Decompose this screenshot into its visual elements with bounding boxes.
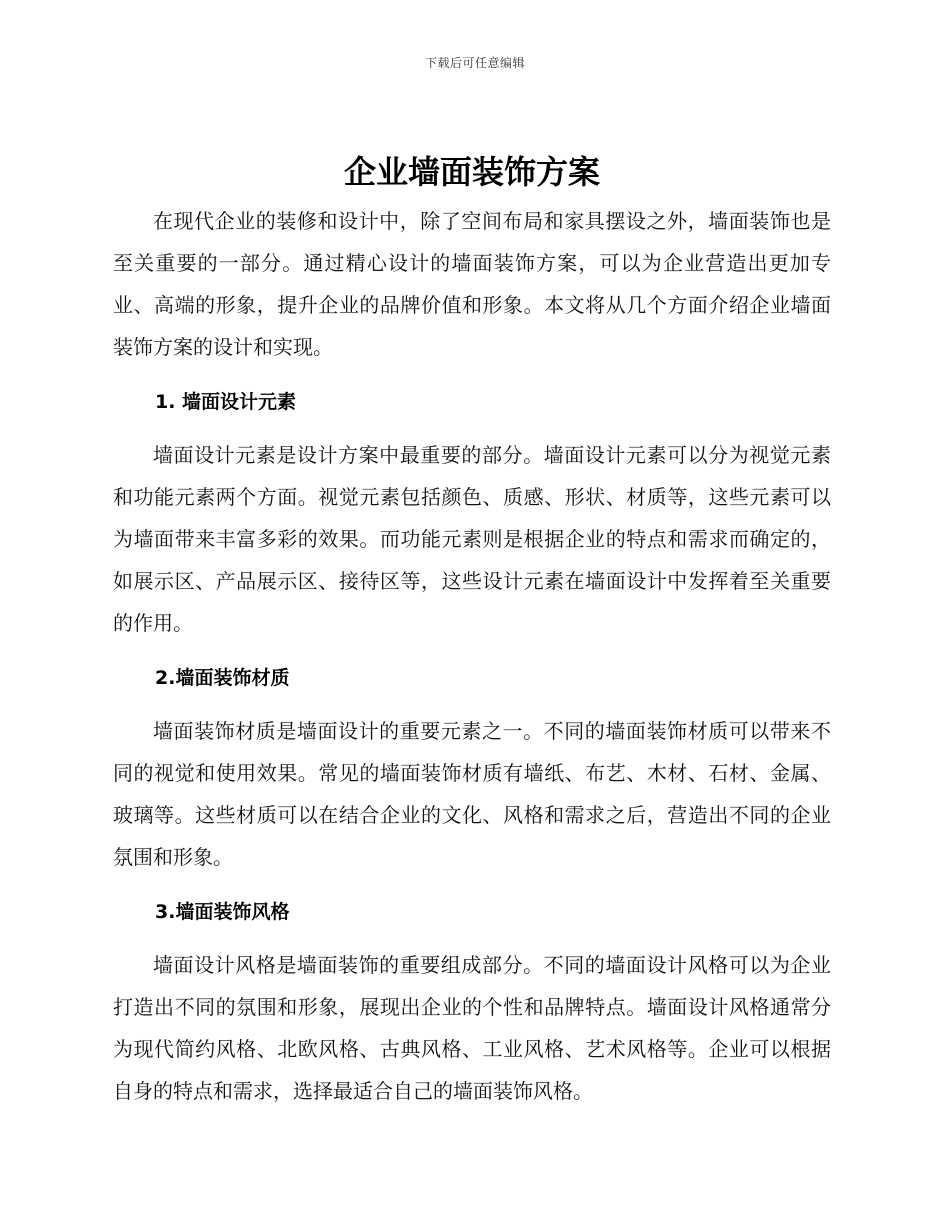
section-heading-3: 3.墙面装饰风格 xyxy=(155,901,290,923)
section-body-1: 墙面设计元素是设计方案中最重要的部分。墙面设计元素可以分为视觉元素和功能元素两个方面。视觉元素包括颜色、质感、形状、材质等，这些元素可以为墙面带来丰富多彩的效果。而功能元素则是根据企业的特点和需求而确定的，如展示区、产品展示区、接待区等，这些设计元素在墙面设计中发挥着至关重要的作用。 xyxy=(113,443,831,635)
section-heading-2: 2.墙面装饰材质 xyxy=(155,667,290,689)
document-body xyxy=(113,148,831,1112)
intro-paragraph: 在现代企业的装修和设计中，除了空间布局和家具摆设之外，墙面装饰也是至关重要的一部分。通过精心设计的墙面装饰方案，可以为企业营造出更加专业、高端的形象，提升企业的品牌价值和形象。本文将从几个方面介绍企业墙面装饰方案的设计和实现。 xyxy=(113,209,831,359)
section-heading-1: 1. 墙面设计元素 xyxy=(155,391,297,413)
section-body-2: 墙面装饰材质是墙面设计的重要元素之一。不同的墙面装饰材质可以带来不同的视觉和使用效果。常见的墙面装饰材质有墙纸、布艺、木材、石材、金属、玻璃等。这些材质可以在结合企业的文化、风格和需求之后，营造出不同的企业氛围和形象。 xyxy=(113,719,831,869)
document-title: 企业墙面装饰方案 xyxy=(343,153,600,191)
page-header: 下载后可任意编辑 xyxy=(424,56,525,70)
section-body-3: 墙面设计风格是墙面装饰的重要组成部分。不同的墙面设计风格可以为企业打造出不同的氛围和形象，展现出企业的个性和品牌特点。墙面设计风格通常分为现代简约风格、北欧风格、古典风格、工业风格、艺术风格等。企业可以根据自身的特点和需求，选择最适合自己的墙面装饰风格。 xyxy=(113,953,831,1103)
